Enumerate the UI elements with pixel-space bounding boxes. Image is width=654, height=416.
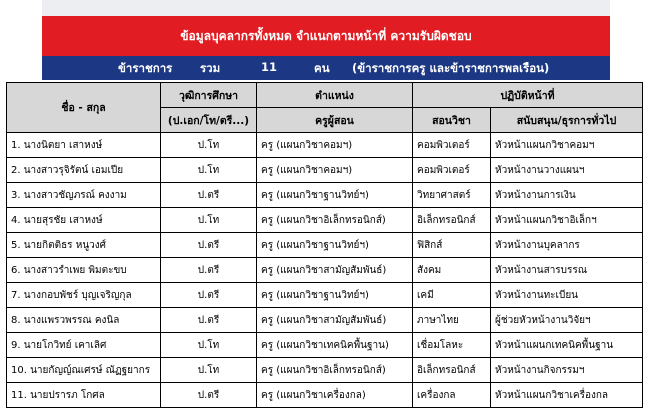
cell-position: ครู (แผนกวิชาฐานวิทย์ฯ) [257,183,413,208]
cell-support: หัวหน้างานทะเบียน [491,283,643,308]
cell-education: ป.โท [161,358,257,383]
cell-subject: วิทยาศาสตร์ [413,183,491,208]
total-label: รวม [200,61,221,75]
cell-position: ครู (แผนกวิชาเครื่องกล) [257,383,413,408]
cell-education: ป.โท [161,133,257,158]
cell-education: ป.โท [161,158,257,183]
cell-name: 8. นางแพรวพรรณ คงนิล [7,308,161,333]
cell-support: หัวหน้างานกิจกรรมฯ [491,358,643,383]
cell-education: ป.โท [161,208,257,233]
cell-subject: เคมี [413,283,491,308]
header-subject: สอนวิชา [413,108,491,133]
cell-position: ครู (แผนกวิชาฐานวิทย์ฯ) [257,233,413,258]
unit-label: คน [314,61,330,75]
cell-position: ครู (แผนกวิชาฐานวิทย์ฯ) [257,283,413,308]
header-position: ตำแหน่ง [257,83,413,108]
table-row [7,208,643,233]
header-name: ชื่อ - สกุล [7,83,161,133]
table-row [7,283,643,308]
cell-subject: สังคม [413,258,491,283]
table-row [7,233,643,258]
table-row [7,158,643,183]
header-education: วุฒิการศึกษา [161,83,257,108]
group-note: (ข้าราชการครู และข้าราชการพลเรือน) [352,61,550,75]
cell-position: ครู (แผนกวิชาอิเล็กทรอนิกส์) [257,208,413,233]
cell-position: ครู (แผนกวิชาสามัญสัมพันธ์) [257,308,413,333]
cell-name: 9. นายโกวิทย์ เคาเลิศ [7,333,161,358]
top-strip [42,0,610,16]
cell-position: ครู (แผนกวิชาคอมฯ) [257,158,413,183]
cell-support: หัวหน้าแผนกวิชาเครื่องกล [491,383,643,408]
cell-support: หัวหน้าแผนกวิชาคอมฯ [491,133,643,158]
cell-name: 1. นางนิตยา เสาหงษ์ [7,133,161,158]
cell-support: หัวหน้างานบุคลากร [491,233,643,258]
table-row [7,383,643,408]
cell-position: ครู (แผนกวิชาอิเล็กทรอนิกส์) [257,358,413,383]
table-row [7,133,643,158]
cell-subject: เครื่องกล [413,383,491,408]
table-row [7,258,643,283]
table-row [7,183,643,208]
cell-subject: คอมพิวเตอร์ [413,158,491,183]
table-row [7,308,643,333]
cell-position: ครู (แผนกวิชาสามัญสัมพันธ์) [257,258,413,283]
cell-name: 7. นางกอบพัชร์ บุญเจริญกุล [7,283,161,308]
table-row [7,358,643,383]
cell-name: 11. นายปรารภ โกศล [7,383,161,408]
page-title: ข้อมูลบุคลากรทั้งหมด จำแนกตามหน้าที่ ความรับผิดชอบ [42,16,610,56]
cell-subject: เชื่อมโลหะ [413,333,491,358]
cell-education: ป.ตรี [161,383,257,408]
cell-education: ป.ตรี [161,308,257,333]
cell-support: หัวหน้าแผนกเทคนิคพื้นฐาน [491,333,643,358]
cell-education: ป.ตรี [161,233,257,258]
cell-subject: ฟิสิกส์ [413,233,491,258]
cell-education: ป.ตรี [161,258,257,283]
cell-name: 4. นายสุรชัย เสาหงษ์ [7,208,161,233]
cell-support: หัวหน้างานการเงิน [491,183,643,208]
cell-position: ครู (แผนกวิชาคอมฯ) [257,133,413,158]
cell-subject: อิเล็กทรอนิกส์ [413,358,491,383]
group-label: ข้าราชการ [118,61,173,75]
header-support: สนับสนุน/ธุรการทั่วไป [491,108,643,133]
cell-name: 10. นายกัญญ์ณเศรษ์ ณัฏฐยากร [7,358,161,383]
cell-name: 3. นางสาวชัญภรณ์ คงงาม [7,183,161,208]
header-education-sub: (ป.เอก/โท/ตรี...) [161,108,257,133]
cell-name: 2. นางสาวรุจิรัตน์ เอมเปีย [7,158,161,183]
table-row [7,333,643,358]
cell-support: หัวหน้างานสารบรรณ [491,258,643,283]
staff-table [6,82,643,408]
cell-position: ครู (แผนกวิชาเทคนิคพื้นฐาน) [257,333,413,358]
cell-support: หัวหน้างานวางแผนฯ [491,158,643,183]
header-position-sub: ครูผู้สอน [257,108,413,133]
cell-education: ป.โท [161,333,257,358]
cell-subject: คอมพิวเตอร์ [413,133,491,158]
summary-bar [42,56,610,80]
cell-name: 5. นายกิตติธร หนูวงศ์ [7,233,161,258]
cell-support: หัวหน้าแผนกวิชาอิเล็กฯ [491,208,643,233]
cell-education: ป.ตรี [161,283,257,308]
cell-subject: อิเล็กทรอนิกส์ [413,208,491,233]
total-count: 11 [261,60,278,74]
header-duty: ปฏิบัติหน้าที่ [413,83,643,108]
cell-name: 6. นางสาวรำเพย พิมตะขบ [7,258,161,283]
cell-education: ป.ตรี [161,183,257,208]
cell-support: ผู้ช่วยหัวหน้างานวิจัยฯ [491,308,643,333]
cell-subject: ภาษาไทย [413,308,491,333]
